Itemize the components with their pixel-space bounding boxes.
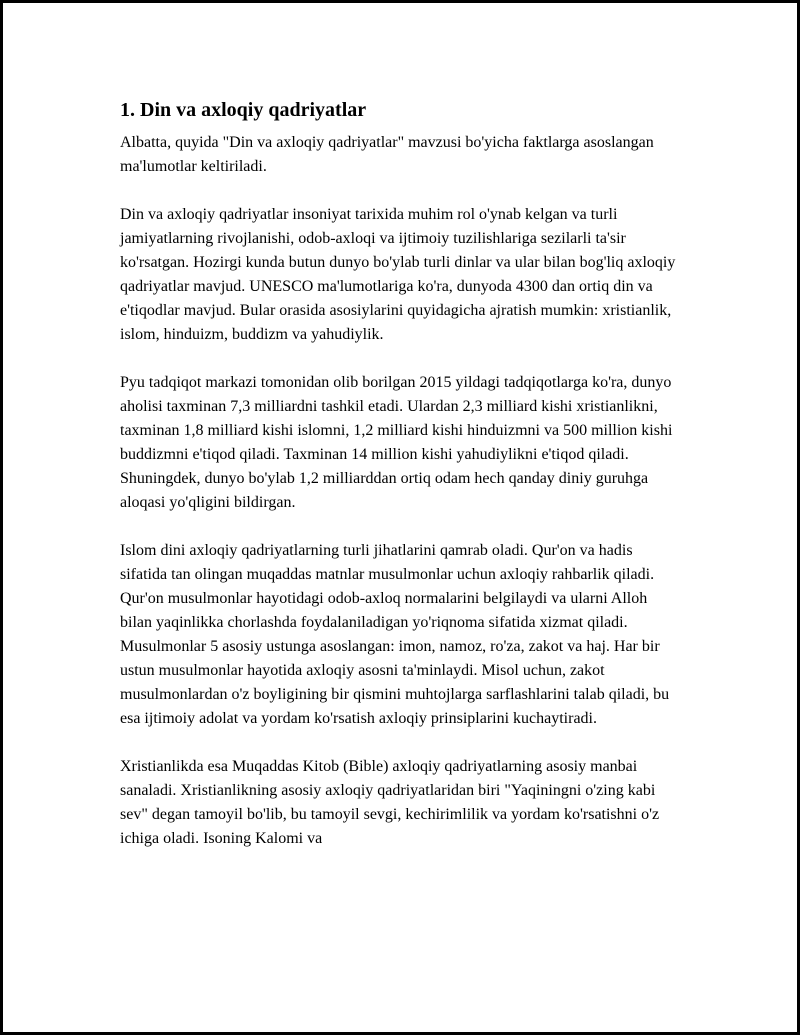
paragraph-religions-overview: Din va axloqiy qadriyatlar insoniyat tarixida muhim rol o'ynab kelgan va turli jamiyatlarning rivojlanishi, odob-axloqi va ijtimoiy tuzilishlariga sezilarli ta'sir ko'rsatgan. Hozirgi kunda butun dunyo bo'ylab turli dinlar va ular bilan bog'liq axloqiy qadriyatlar mavjud. UNESCO ma'lumotlariga ko'ra, dunyoda 4300 dan ortiq din va e'tiqodlar mavjud. Bular orasida asosiylarini quyidagicha ajratish mumkin: xristianlik, islom, hinduizm, buddizm va yahudiylik. (120, 206, 676, 343)
paragraph-intro: Albatta, quyida "Din va axloqiy qadriyatlar" mavzusi bo'yicha faktlarga asoslangan ma'lumotlar keltiriladi. (120, 134, 654, 175)
document-body (120, 97, 680, 875)
paragraph-islam: Islom dini axloqiy qadriyatlarning turli jihatlarini qamrab oladi. Qur'on va hadis sifatida tan olingan muqaddas matnlar musulmonlar uchun axloqiy rahbarlik qiladi. Qur'on musulmonlar hayotidagi odob-axloq normalarini belgilaydi va ularni Alloh bilan yaqinlikka chorlashda foydalaniladigan yo'riqnoma sifatida xizmat qiladi. Musulmonlar 5 asosiy ustunga asoslangan: imon, namoz, ro'za, zakot va haj. Har bir ustun musulmonlar hayotida axloqiy asosni ta'minlaydi. Misol uchun, zakot musulmonlardan o'z boyligining bir qismini muhtojlarga sarflashlarini talab qiladi, bu esa ijtimoiy adolat va yordam ko'rsatish axloqiy prinsiplarini kuchaytiradi. (120, 542, 670, 727)
section-heading: 1. Din va axloqiy qadriyatlar (120, 99, 367, 121)
paragraph-christianity: Xristianlikda esa Muqaddas Kitob (Bible) axloqiy qadriyatlarning asosiy manbai sanaladi. Xristianlikning asosiy axloqiy qadriyatlaridan biri "Yaqiningni o'zing kabi sev" degan tamoyil bo'lib, bu tamoyil sevgi, kechirimlilik va yordam ko'rsatishni o'z ichiga oladi. Isoning Kalomi va (120, 758, 660, 847)
paragraph-pew-statistics: Pyu tadqiqot markazi tomonidan olib borilgan 2015 yildagi tadqiqotlarga ko'ra, dunyo aholisi taxminan 7,3 milliardni tashkil etadi. Ulardan 2,3 milliard kishi xristianlikni, taxminan 1,8 milliard kishi islomni, 1,2 milliard kishi hinduizmni va 500 million kishi buddizmni e'tiqod qiladi. Taxminan 14 million kishi yahudiylikni e'tiqod qiladi. Shuningdek, dunyo bo'ylab 1,2 milliarddan ortiq odam hech qanday diniy guruhga aloqasi yo'qligini bildirgan. (120, 374, 673, 511)
